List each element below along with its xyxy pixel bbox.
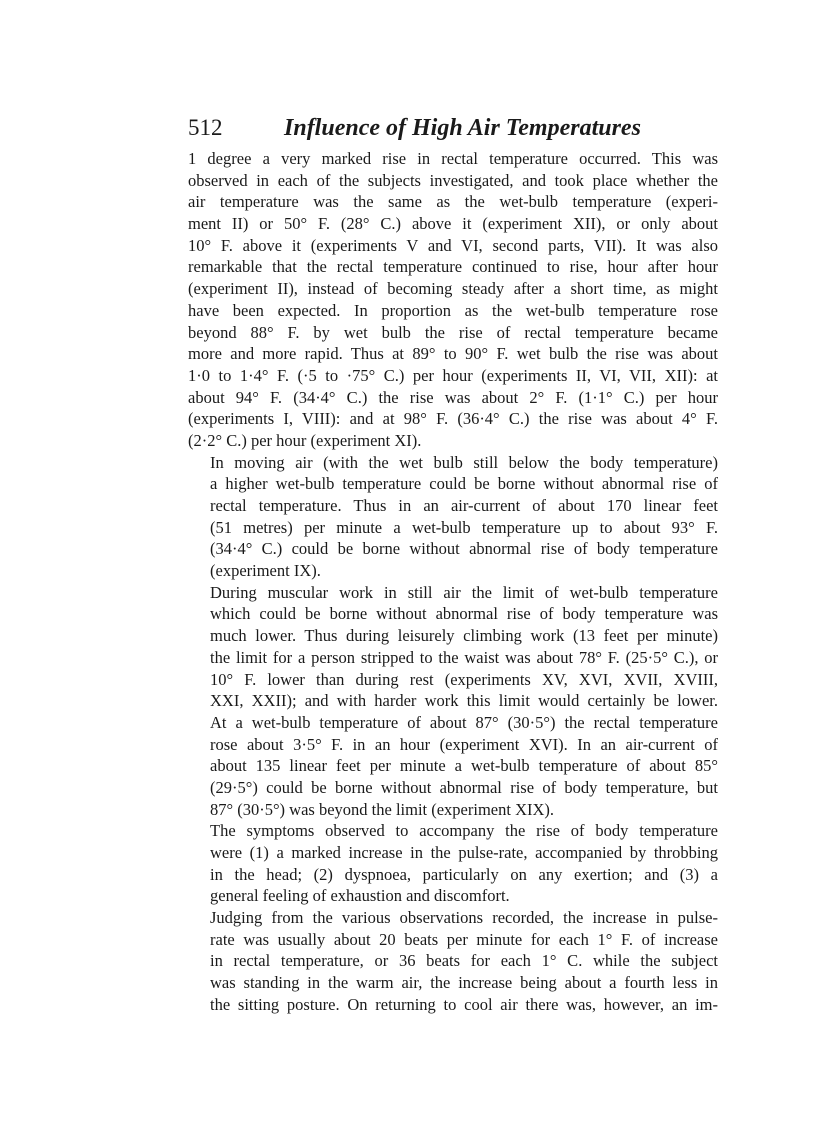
text-line: was standing in the warm air, the increase being about a fourth less in — [210, 973, 718, 993]
page-header — [188, 108, 718, 148]
text-line: (2·2° C.) per hour (experiment XI). — [188, 430, 422, 450]
running-title: Influence of High Air Temperatures — [284, 115, 641, 141]
text-line: XXI, XXII); and with harder work this limit would certainly be lower. — [210, 691, 718, 711]
text-line: were (1) a marked increase in the pulse-rate, accompanied by throbbing — [210, 843, 718, 862]
text-line: 10° F. above it (experiments V and VI, second parts, VII). It was also — [188, 235, 718, 255]
text-line: 87° (30·5°) was beyond the limit (experiment XIX). — [210, 799, 555, 819]
text-line: more and more rapid. Thus at 89° to 90° F. wet bulb the rise was about — [188, 344, 718, 364]
text-line: a higher wet-bulb temperature could be borne without abnormal rise of — [210, 474, 718, 494]
text-line: The symptoms observed to accompany the rise of body temperature — [210, 821, 718, 841]
text-line: rate was usually about 20 beats per minute for each 1° F. of increase — [210, 929, 718, 949]
text-line: about 135 linear feet per minute a wet-bulb temperature of about 85° — [210, 756, 718, 776]
text-line: In moving air (with the wet bulb still below the body temperature) — [210, 452, 718, 472]
paragraph — [188, 452, 718, 582]
text-line: 10° F. lower than during rest (experiments XV, XVI, XVII, XVIII, — [210, 669, 718, 689]
text-line: (experiments I, VIII): and at 98° F. (36·4° C.) the rise was about 4° F. — [188, 409, 718, 429]
text-line: ment II) or 50° F. (28° C.) above it (experiment XII), or only about — [188, 214, 718, 234]
text-line: observed in each of the subjects investigated, and took place whether the — [188, 170, 718, 190]
paragraph — [188, 907, 718, 1015]
text-line: 1·0 to 1·4° F. (·5 to ·75° C.) per hour (experiments II, VI, VII, XII): at — [188, 365, 718, 385]
text-line: about 94° F. (34·4° C.) the rise was about 2° F. (1·1° C.) per hour — [188, 387, 718, 407]
paragraph — [188, 148, 718, 452]
text-line: the sitting posture. On returning to cool air there was, however, an im- — [210, 994, 718, 1014]
text-line: (34·4° C.) could be borne without abnormal rise of body temperature — [210, 539, 718, 559]
page-number: 512 — [188, 115, 223, 140]
text-line: which could be borne without abnormal rise of body temperature was — [210, 604, 718, 624]
text-line: in rectal temperature, or 36 beats for each 1° C. while the subject — [210, 951, 718, 971]
text-line: the limit for a person stripped to the waist was about 78° F. (25·5° C.), or — [210, 647, 718, 667]
text-line: rectal temperature. Thus in an air-current of about 170 linear feet — [210, 496, 718, 515]
text-line: (experiment II), instead of becoming steady after a short time, as might — [188, 279, 718, 299]
text-line: have been expected. In proportion as the wet-bulb temperature rose — [188, 300, 718, 320]
text-line: (29·5°) could be borne without abnormal rise of body temperature, but — [210, 777, 718, 797]
text-line: rose about 3·5° F. in an hour (experiment XVI). In an air-current of — [210, 734, 718, 754]
text-line: During muscular work in still air the limit of wet-bulb temperature — [210, 582, 718, 602]
text-line: general feeling of exhaustion and discomfort. — [210, 886, 510, 906]
text-line: air temperature was the same as the wet-bulb temperature (experi- — [188, 192, 718, 212]
text-line: Judging from the various observations recorded, the increase in pulse- — [210, 908, 718, 928]
body-text — [188, 148, 718, 1016]
text-line: much lower. Thus during leisurely climbing work (13 feet per minute) — [210, 626, 718, 646]
paragraph — [188, 820, 718, 907]
text-line: (51 metres) per minute a wet-bulb temperature up to about 93° F. — [210, 517, 718, 537]
text-line: At a wet-bulb temperature of about 87° (30·5°) the rectal temperature — [210, 712, 718, 732]
paragraph — [188, 582, 718, 821]
text-line: in the head; (2) dyspnoea, particularly on any exertion; and (3) a — [210, 864, 718, 884]
text-line: beyond 88° F. by wet bulb the rise of rectal temperature became — [188, 322, 718, 342]
text-line: 1 degree a very marked rise in rectal temperature occurred. This was — [188, 149, 718, 168]
text-line: remarkable that the rectal temperature continued to rise, hour after hour — [188, 257, 718, 277]
text-line: (experiment IX). — [210, 561, 321, 581]
